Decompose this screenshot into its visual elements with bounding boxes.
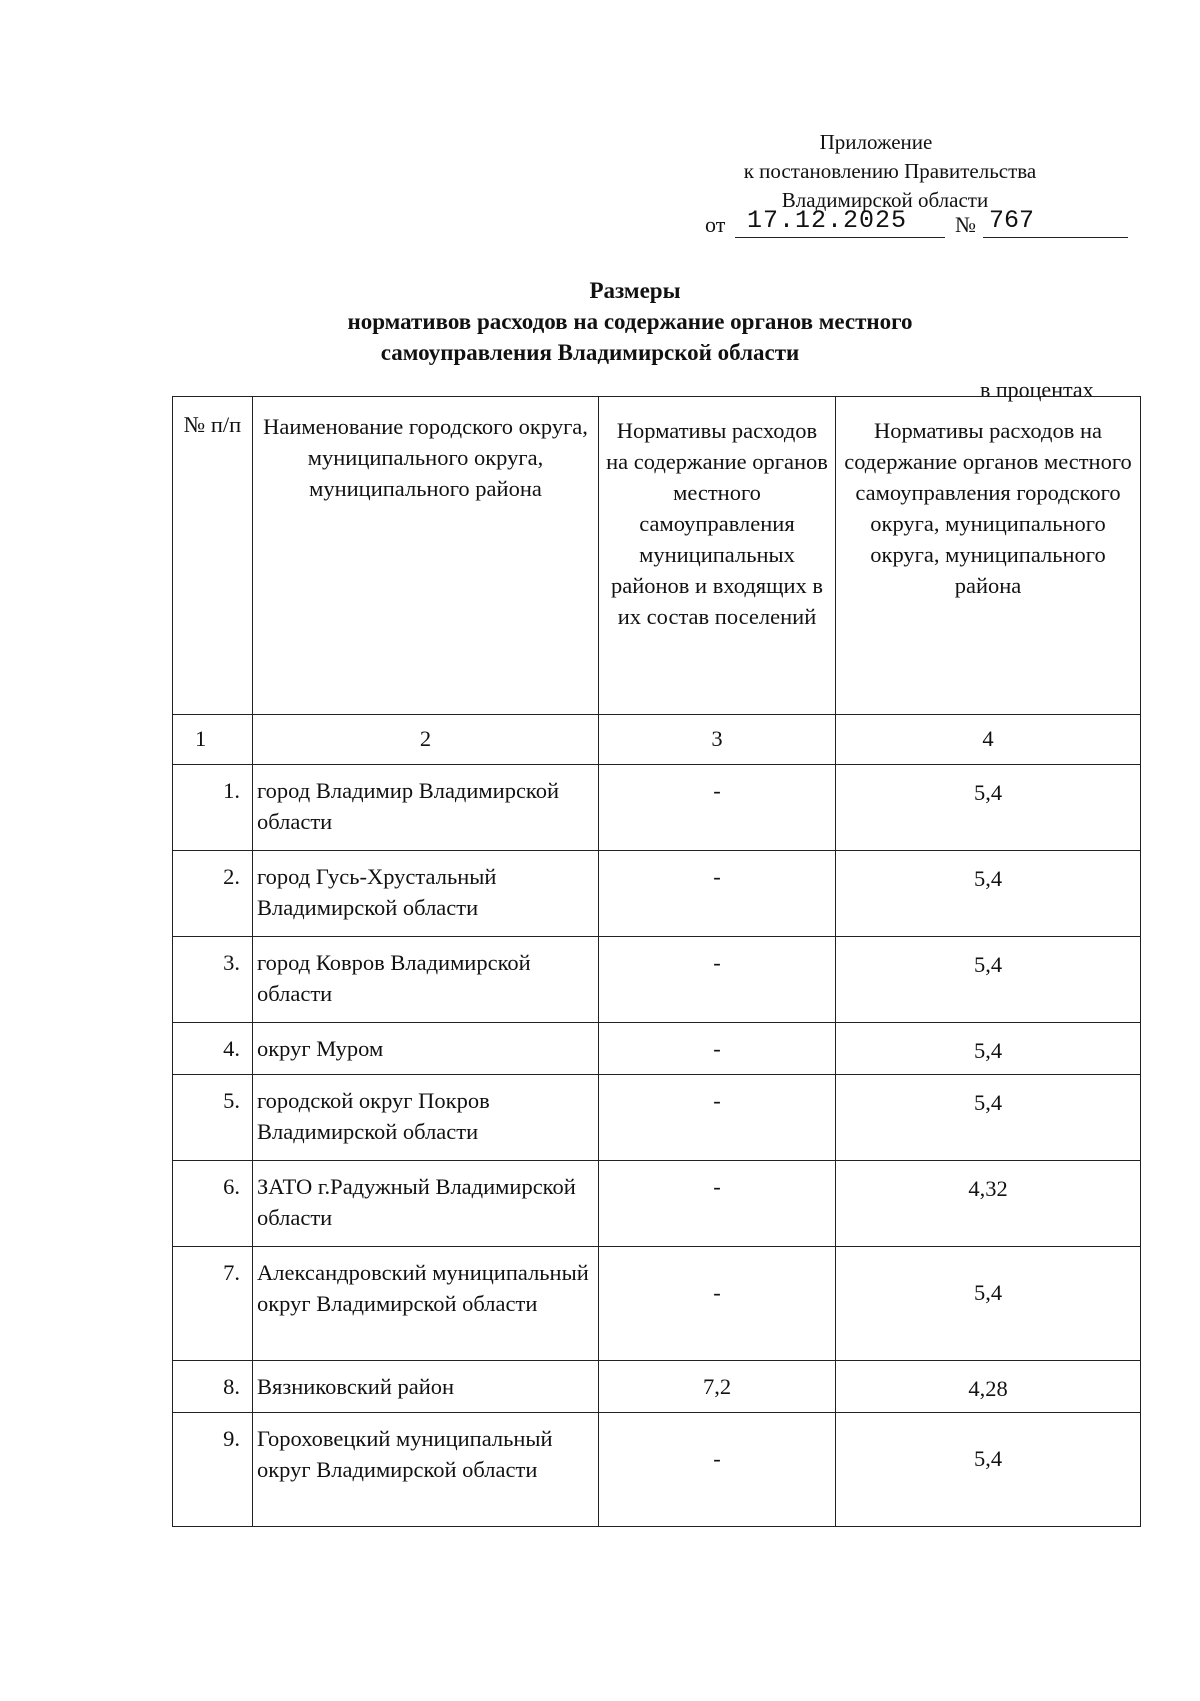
row-value-col3: - — [599, 1023, 836, 1075]
table-row — [173, 765, 1141, 851]
row-name: город Ковров Владимирской области — [253, 937, 599, 1023]
table-row — [173, 1023, 1141, 1075]
row-number: 6. — [173, 1161, 253, 1247]
row-value-col3: - — [599, 937, 836, 1023]
row-name: Гороховецкий муниципальный округ Владимирской области — [253, 1413, 599, 1527]
column-number: 2 — [253, 715, 599, 765]
norms-table — [172, 396, 1141, 1527]
row-value-col3: - — [599, 1161, 836, 1247]
appendix-note — [690, 128, 1090, 215]
appendix-line: к постановлению Правительства — [743, 159, 1037, 183]
row-number: 8. — [173, 1361, 253, 1413]
title-line: самоуправления Владимирской области — [380, 340, 800, 365]
row-number: 5. — [173, 1075, 253, 1161]
table-header-row — [173, 397, 1141, 715]
table-row — [173, 1075, 1141, 1161]
appendix-line: Владимирской области — [781, 188, 989, 212]
document-title — [280, 275, 980, 368]
row-name: городской округ Покров Владимирской области — [253, 1075, 599, 1161]
row-number: 7. — [173, 1247, 253, 1361]
row-value-col4: 5,4 — [836, 1247, 1141, 1361]
table-row — [173, 937, 1141, 1023]
table-row — [173, 851, 1141, 937]
row-value-col4: 5,4 — [836, 765, 1141, 851]
row-name: город Владимир Владимирской области — [253, 765, 599, 851]
row-value-col3: - — [599, 1247, 836, 1361]
column-header-number: № п/п — [173, 397, 253, 715]
row-number: 9. — [173, 1413, 253, 1527]
row-value-col3: - — [599, 1413, 836, 1527]
row-value-col4: 5,4 — [836, 851, 1141, 937]
row-number: 3. — [173, 937, 253, 1023]
row-value-col4: 5,4 — [836, 937, 1141, 1023]
row-value-col4: 5,4 — [836, 1413, 1141, 1527]
row-number: 2. — [173, 851, 253, 937]
column-number: 3 — [599, 715, 836, 765]
row-value-col3: - — [599, 765, 836, 851]
row-value-col3: - — [599, 851, 836, 937]
units-label: в процентах — [980, 377, 1094, 402]
column-number: 1 — [173, 715, 253, 765]
table-row — [173, 1247, 1141, 1361]
row-name: ЗАТО г.Радужный Владимирской области — [253, 1161, 599, 1247]
row-name: Вязниковский район — [253, 1361, 599, 1413]
row-value-col4: 5,4 — [836, 1023, 1141, 1075]
row-number: 4. — [173, 1023, 253, 1075]
column-number: 4 — [836, 715, 1141, 765]
row-value-col3: - — [599, 1075, 836, 1161]
title-line: Размеры — [589, 278, 681, 303]
column-header-municipal: Нормативы расходов на содержание органов местного самоуправления городского округа, муниципального округа, муниципального района — [836, 397, 1141, 715]
column-numbers-row — [173, 715, 1141, 765]
row-number: 1. — [173, 765, 253, 851]
column-header-name: Наименование городского округа, муниципального округа, муниципального района — [253, 397, 599, 715]
row-value-col4: 4,28 — [836, 1361, 1141, 1413]
date-prefix: от — [705, 212, 726, 237]
row-value-col4: 4,32 — [836, 1161, 1141, 1247]
table-row — [173, 1361, 1141, 1413]
table-row — [173, 1413, 1141, 1527]
document-number: 767 — [983, 206, 1128, 238]
column-header-districts: Нормативы расходов на содержание органов местного самоуправления муниципальных районов и входящих в их состав поселений — [599, 397, 836, 715]
title-line: нормативов расходов на содержание органов местного — [347, 309, 913, 334]
row-name: город Гусь-Хрустальный Владимирской области — [253, 851, 599, 937]
appendix-line: Приложение — [819, 130, 933, 154]
number-prefix: № — [955, 212, 976, 237]
table-row — [173, 1161, 1141, 1247]
row-name: Александровский муниципальный округ Владимирской области — [253, 1247, 599, 1361]
row-name: округ Муром — [253, 1023, 599, 1075]
row-value-col4: 5,4 — [836, 1075, 1141, 1161]
row-value-col3: 7,2 — [599, 1361, 836, 1413]
document-date: 17.12.2025 — [735, 206, 945, 238]
date-number-line — [705, 206, 1135, 242]
